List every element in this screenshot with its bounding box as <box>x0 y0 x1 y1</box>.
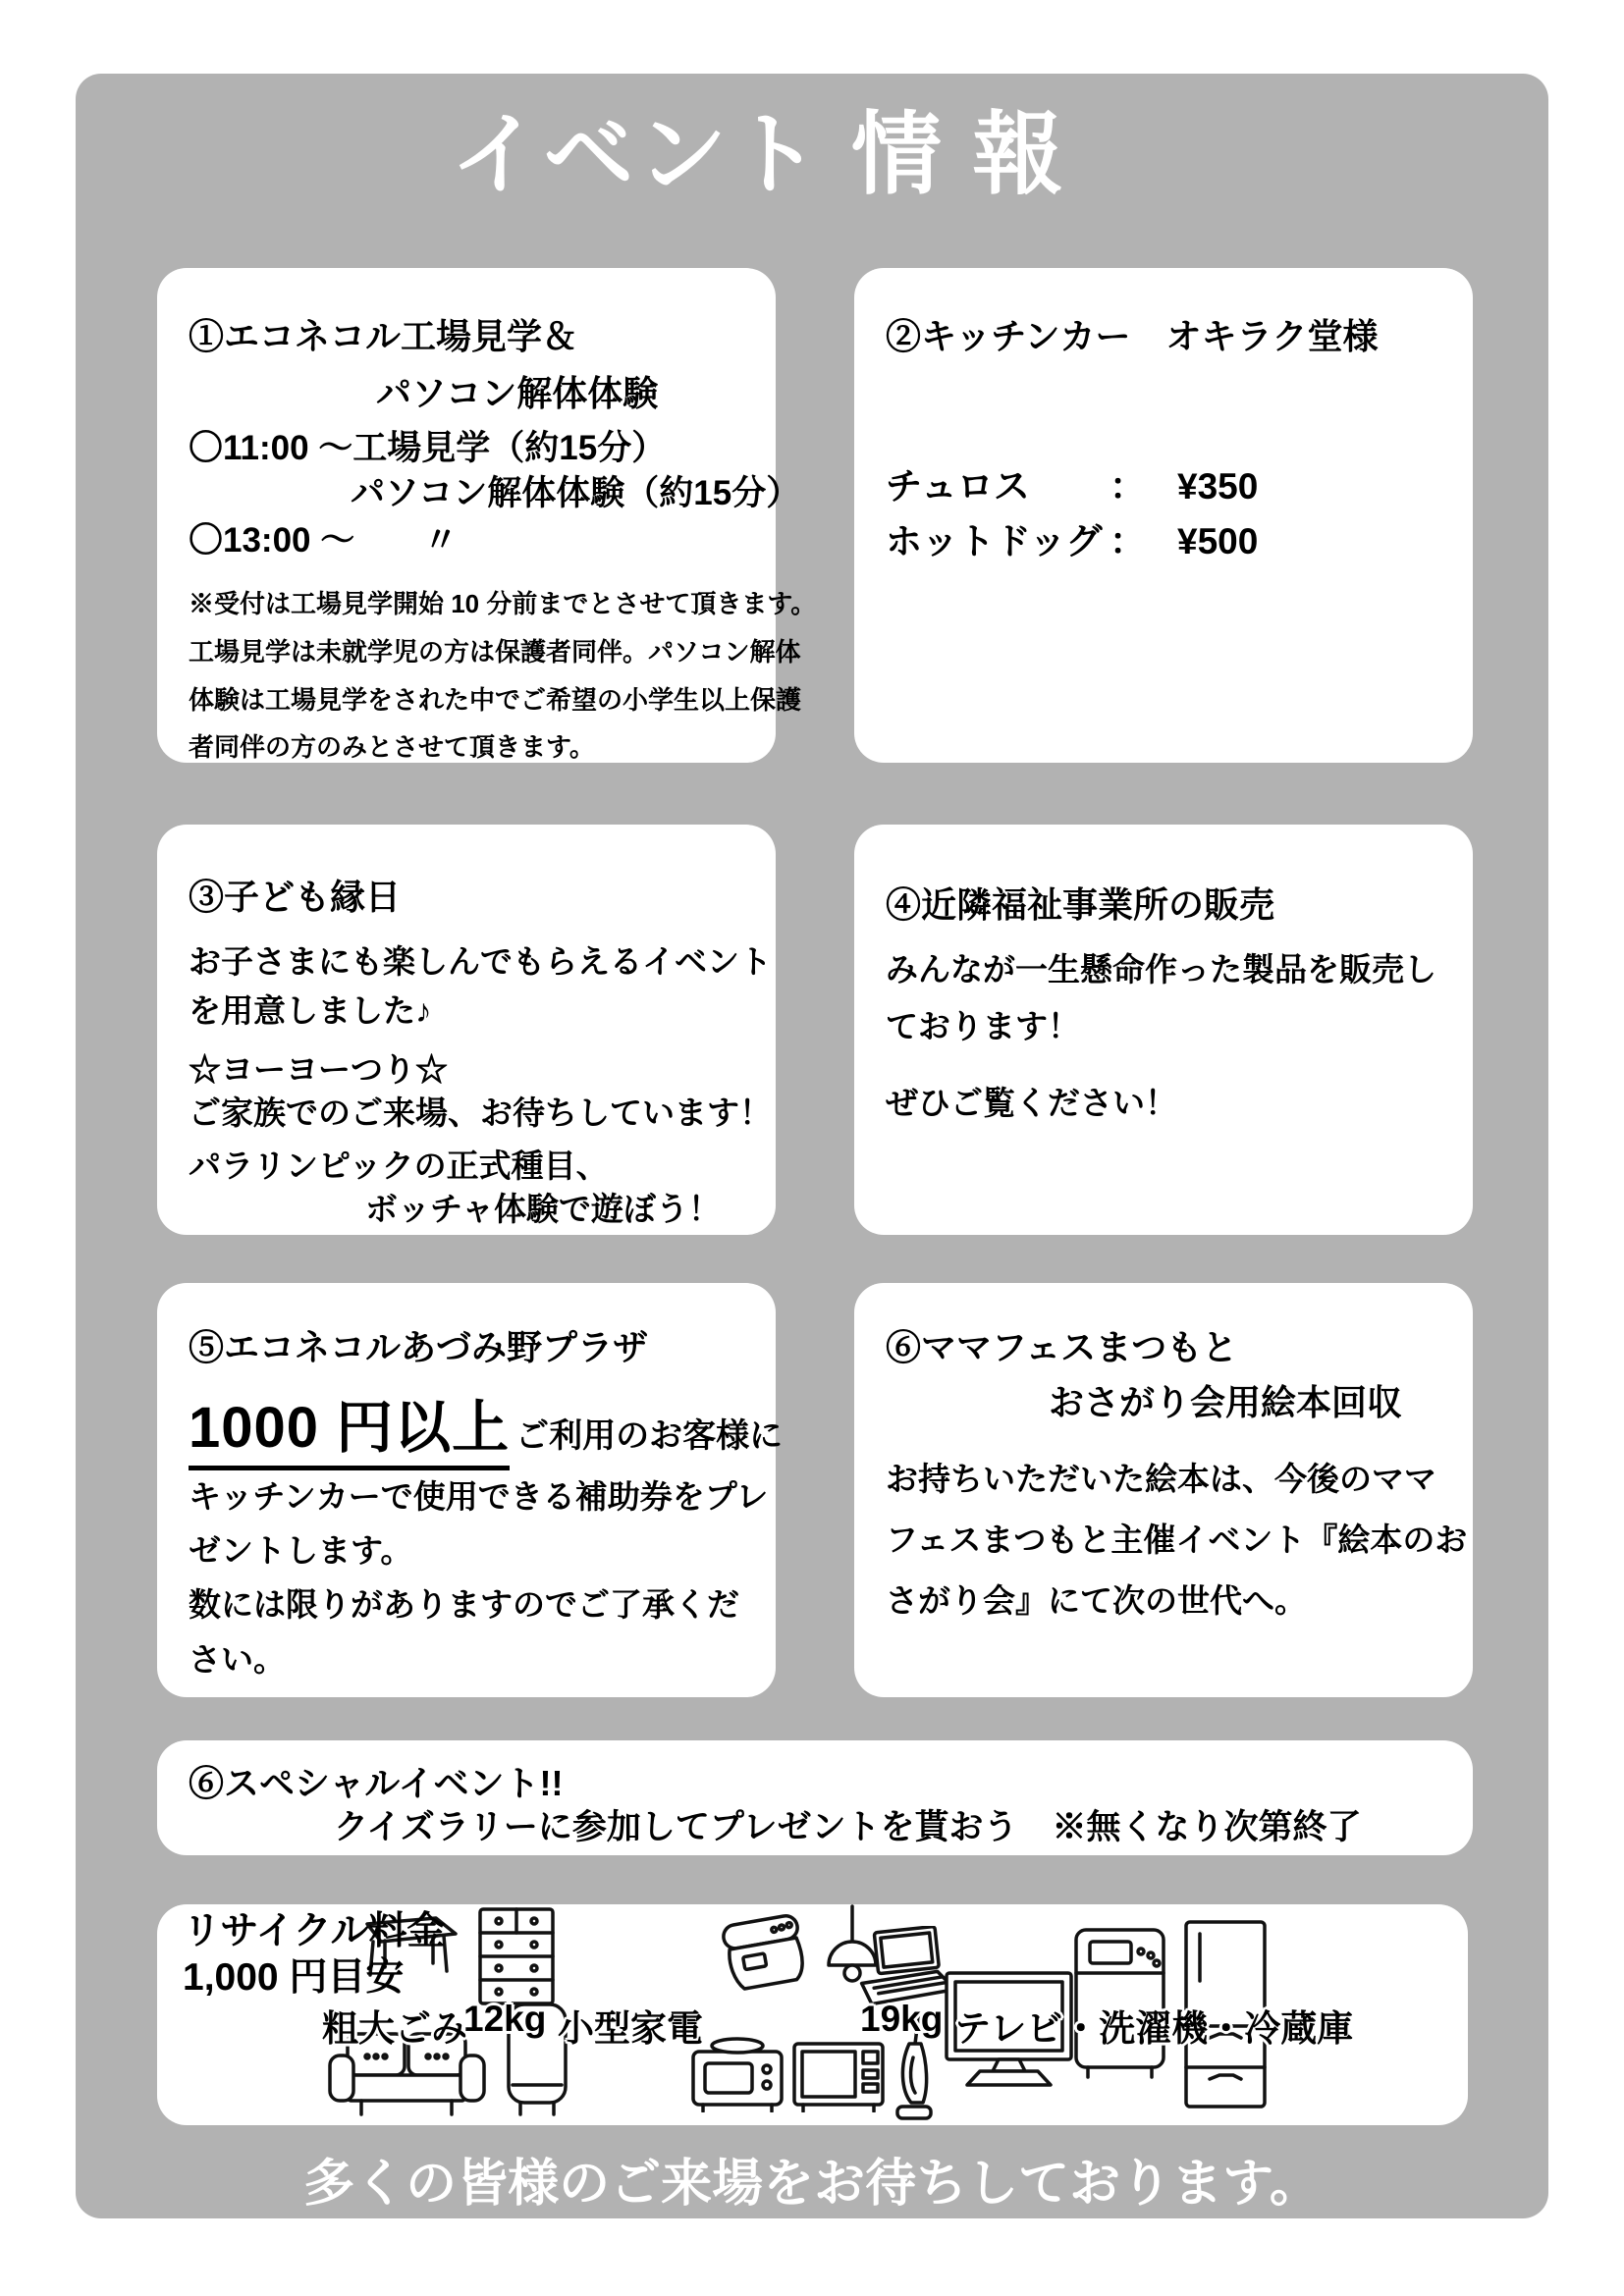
weight-bulky-waste: 12kg <box>463 1999 547 2039</box>
body-line: ております！ <box>886 1008 1080 1044</box>
card-welfare-sale <box>854 825 1473 1235</box>
menu-item-name: チュロス <box>886 466 1030 507</box>
schedule-line: パソコン解体体験（約15分） <box>351 474 801 512</box>
body-line: キッチンカーで使用できる補助券をプレ <box>189 1478 769 1515</box>
body-line: を用意しました♪ <box>189 992 432 1029</box>
menu-item <box>886 511 1258 564</box>
menu-item-price: ¥500 <box>1177 521 1259 561</box>
menu-item-price: ¥350 <box>1177 466 1259 507</box>
weight-small-appliance: 19kg <box>860 1999 944 2039</box>
coupon-amount-suffix: ご利用のお客様に <box>515 1417 784 1455</box>
coupon-highlight-line <box>189 1381 783 1470</box>
card-subtitle: おさがり会用絵本回収 <box>1049 1382 1403 1422</box>
menu-colon: ： <box>1110 466 1146 507</box>
rice-cooker-icon <box>713 1908 816 1995</box>
label-small-appliance: 小型家電 <box>558 2008 703 2049</box>
card-title: ②キッチンカー オキラク堂様 <box>886 316 1379 356</box>
body-line: フェスまつもと主催イベント『絵本のお <box>886 1522 1468 1558</box>
label-large-appliance: テレビ・洗濯機・冷蔵庫 <box>954 2008 1354 2049</box>
page-title: イベント 情 報 <box>450 105 1066 205</box>
card-title: ⑤エコネコルあづみ野プラザ <box>189 1327 649 1367</box>
coupon-amount: 1000 円以上 <box>189 1381 510 1470</box>
body-line: パラリンピックの正式種目、 <box>189 1148 609 1184</box>
note-line: 体験は工場見学をされた中でご希望の小学生以上保護 <box>189 685 802 715</box>
body-line: ゼントします。 <box>189 1532 413 1569</box>
laptop-icon <box>850 1926 956 2006</box>
footer-message: 多くの皆様のご来場をお待ちしております。 <box>303 2156 1321 2213</box>
card-recycle-fee <box>157 1904 1468 2125</box>
recycle-fee-line2: 1,000 円目安 <box>183 1956 405 1999</box>
schedule-line: 〇11:00 ～工場見学（約15分） <box>189 429 667 467</box>
card-mamafes <box>854 1283 1473 1697</box>
body-line: ボッチャ体験で遊ぼう！ <box>365 1191 722 1227</box>
card-azumino-plaza <box>157 1283 784 1697</box>
card-special-event <box>157 1740 1473 1855</box>
body-line: お子さまにも楽しんでもらえるイベント <box>189 943 772 980</box>
body-line: 数には限りがありますのでご了承くだ <box>189 1586 739 1623</box>
menu-colon: ： <box>1110 521 1146 561</box>
recycle-fee-line1: リサイクル料金 <box>183 1910 446 1952</box>
body-line: ☆ヨーヨーつり☆ <box>189 1051 448 1088</box>
card-title: ⑥スペシャルイベント!! <box>189 1763 564 1803</box>
body-line: クイズラリーに参加してプレゼントを貰おう ※無くなり次第終了 <box>334 1808 1362 1846</box>
body-line: みんなが一生懸命作った製品を販売し <box>886 951 1436 988</box>
washing-machine-icon <box>1068 1912 1171 2081</box>
microwave-icon <box>791 2038 886 2112</box>
card-title: ③子ども縁日 <box>189 877 402 917</box>
card-title: ④近隣福祉事業所の販売 <box>886 884 1275 925</box>
body-line: さがり会』にて次の世代へ。 <box>886 1582 1307 1619</box>
card-subtitle: パソコン解体体験 <box>376 373 659 413</box>
card-factory-tour <box>157 268 817 763</box>
note-line: ※受付は工場見学開始 10 分前までとさせて頂きます。 <box>189 589 817 618</box>
schedule-line: 〇13:00 ～ 〃 <box>189 521 459 560</box>
card-kids-festival <box>157 825 776 1235</box>
label-bulky-waste: 粗大ごみ <box>322 2008 467 2049</box>
card-title: ⑥ママフェスまつもと <box>886 1327 1238 1367</box>
body-line: お持ちいただいた絵本は、今後のママ <box>886 1461 1436 1497</box>
body-line: ぜひご覧ください！ <box>886 1085 1177 1121</box>
body-line: さい。 <box>189 1641 286 1678</box>
body-line: ご家族でのご来場、お待ちしています！ <box>189 1095 772 1131</box>
card-kitchen-car <box>854 268 1473 763</box>
menu-item <box>886 456 1258 509</box>
menu-item-name: ホットドッグ <box>886 521 1103 561</box>
note-line: 工場見学は未就学児の方は保護者同伴。パソコン解体 <box>189 637 801 667</box>
toaster-oven-icon <box>689 2034 785 2112</box>
recycle-fee-text <box>183 1908 446 2001</box>
drawers-icon <box>477 1906 556 2006</box>
card-title: ①エコネコル工場見学＆ <box>189 316 578 356</box>
note-line: 者同伴の方のみとさせて頂きます。 <box>189 732 595 762</box>
